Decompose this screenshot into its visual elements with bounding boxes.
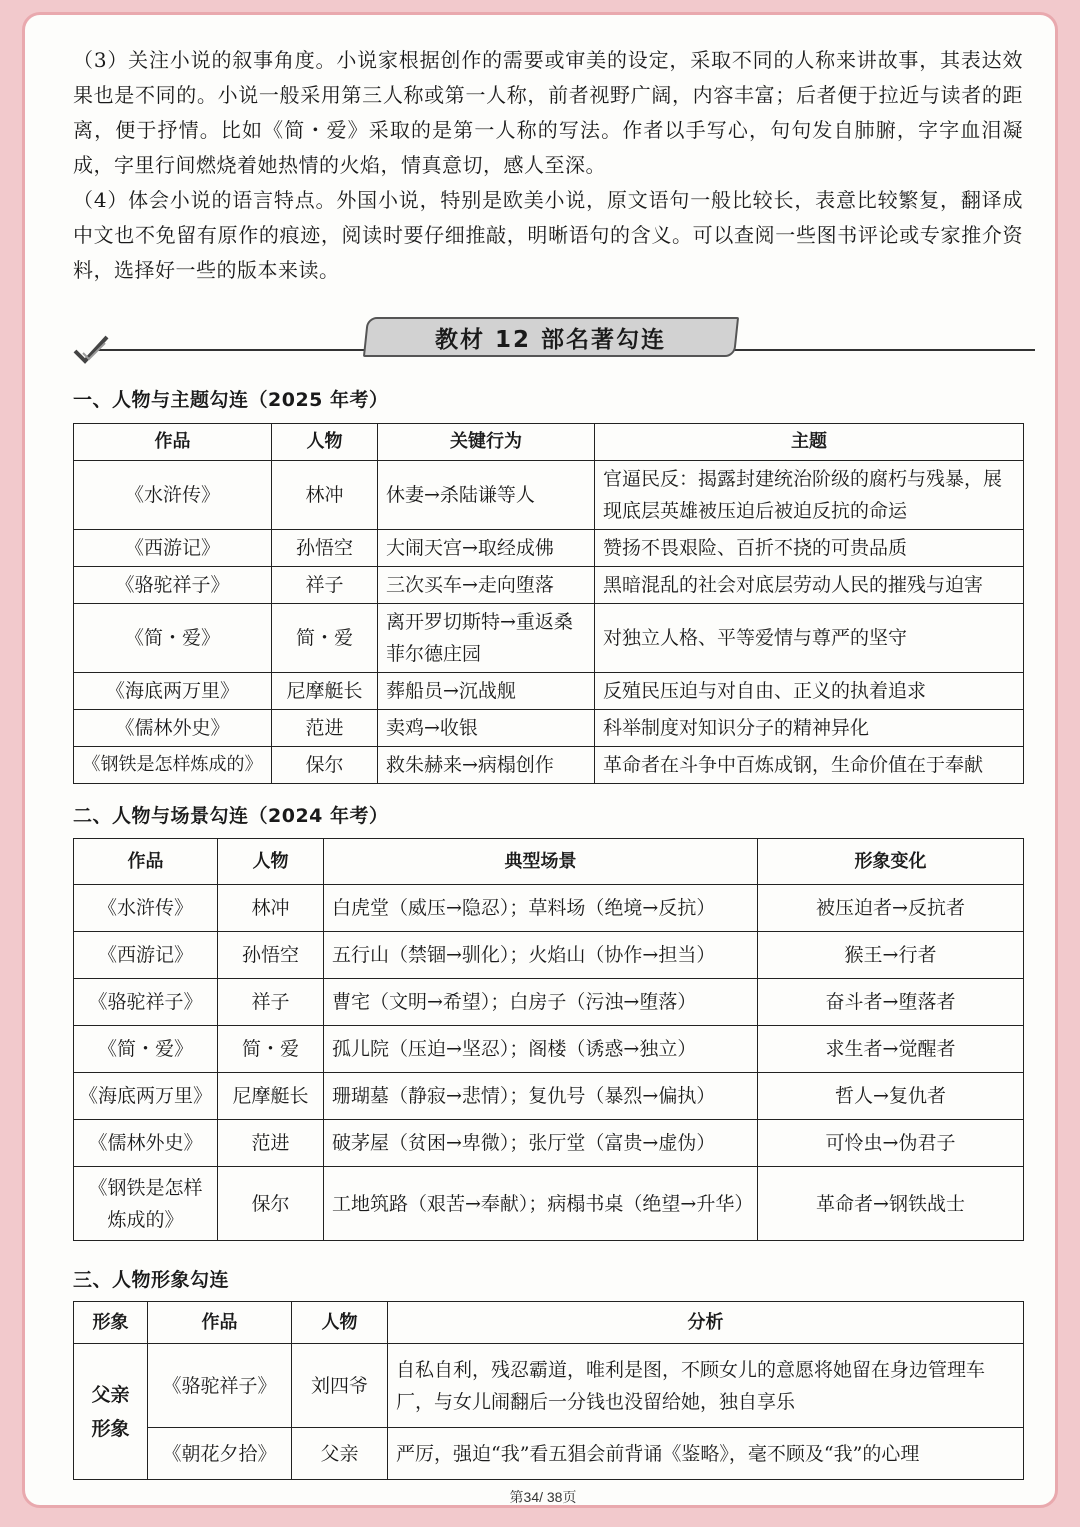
work-cell: 《海底两万里》 <box>74 1073 218 1120</box>
character-cell: 林冲 <box>218 885 324 932</box>
table-row <box>74 1167 1024 1241</box>
action-cell: 三次买车→走向堕落 <box>378 567 595 604</box>
scene-table <box>73 838 1024 1241</box>
theme-cell: 对独立人格、平等爱情与尊严的坚守 <box>595 604 1024 673</box>
scene-cell: 曹宅（文明→希望）；白房子（污浊→堕落） <box>324 979 758 1026</box>
table-row <box>74 932 1024 979</box>
theme-cell: 官逼民反：揭露封建统治阶级的腐朽与残暴，展现底层英雄被压迫后被迫反抗的命运 <box>595 461 1024 530</box>
change-cell: 猴王→行者 <box>758 932 1024 979</box>
change-cell: 哲人→复仇者 <box>758 1073 1024 1120</box>
table-header-row <box>74 424 1024 461</box>
character-cell: 简・爱 <box>272 604 378 673</box>
table-row <box>74 1428 1024 1480</box>
header-cell: 人物 <box>272 424 378 461</box>
image-group-cell: 父亲形象 <box>74 1344 148 1480</box>
table-row <box>74 530 1024 567</box>
character-cell: 保尔 <box>272 747 378 784</box>
work-cell: 《儒林外史》 <box>74 710 272 747</box>
table-row <box>74 747 1024 784</box>
theme-cell: 反殖民压迫与对自由、正义的执着追求 <box>595 673 1024 710</box>
table-header-row <box>74 839 1024 885</box>
theme-cell: 科举制度对知识分子的精神异化 <box>595 710 1024 747</box>
table-row <box>74 567 1024 604</box>
work-cell: 《儒林外史》 <box>74 1120 218 1167</box>
table-row <box>74 979 1024 1026</box>
analysis-cell: 自私自利，残忍霸道，唯利是图，不顾女儿的意愿将她留在身边管理车厂，与女儿闹翻后一分钱也没留给她，独自享乐 <box>388 1344 1024 1428</box>
section1-title: 一、人物与主题勾连（2025 年考） <box>73 389 389 411</box>
character-cell: 保尔 <box>218 1167 324 1241</box>
analysis-cell: 严厉，强迫“我”看五猖会前背诵《鉴略》，毫不顾及“我”的心理 <box>388 1428 1024 1480</box>
work-cell: 《简・爱》 <box>74 1026 218 1073</box>
section2-title: 二、人物与场景勾连（2024 年考） <box>73 805 389 827</box>
paragraph-language-features: （4）体会小说的语言特点。外国小说，特别是欧美小说，原文语句一般比较长，表意比较繁复，翻译成中文也不免留有原作的痕迹，阅读时要仔细推敲，明晰语句的含义。可以查阅一些图书评论或专家推介资料，选择好一些的版本来读。 <box>73 188 1023 282</box>
page-sheet <box>22 12 1058 1508</box>
header-cell: 人物 <box>292 1302 388 1344</box>
header-cell: 作品 <box>74 424 272 461</box>
table-row <box>74 1026 1024 1073</box>
character-cell: 范进 <box>272 710 378 747</box>
section-banner <box>363 317 739 357</box>
header-cell: 人物 <box>218 839 324 885</box>
table-row <box>74 1344 1024 1428</box>
change-cell: 可怜虫→伪君子 <box>758 1120 1024 1167</box>
scene-cell: 五行山（禁锢→驯化）；火焰山（协作→担当） <box>324 932 758 979</box>
scene-cell: 珊瑚墓（静寂→悲情）；复仇号（暴烈→偏执） <box>324 1073 758 1120</box>
action-cell: 救朱赫来→病榻创作 <box>378 747 595 784</box>
action-cell: 葬船员→沉战舰 <box>378 673 595 710</box>
scene-cell: 孤儿院（压迫→坚忍）；阁楼（诱惑→独立） <box>324 1026 758 1073</box>
theme-cell: 赞扬不畏艰险、百折不挠的可贵品质 <box>595 530 1024 567</box>
section3-title: 三、人物形象勾连 <box>73 1269 230 1291</box>
theme-cell: 黑暗混乱的社会对底层劳动人民的摧残与迫害 <box>595 567 1024 604</box>
character-cell: 刘四爷 <box>292 1344 388 1428</box>
character-cell: 范进 <box>218 1120 324 1167</box>
work-cell: 《西游记》 <box>74 932 218 979</box>
table-header-row <box>74 1302 1024 1344</box>
work-cell: 《海底两万里》 <box>74 673 272 710</box>
header-cell: 作品 <box>148 1302 292 1344</box>
scene-cell: 破茅屋（贫困→卑微）；张厅堂（富贵→虚伪） <box>324 1120 758 1167</box>
table-row <box>74 710 1024 747</box>
checkmark-icon <box>71 333 111 367</box>
character-cell: 简・爱 <box>218 1026 324 1073</box>
table-row <box>74 673 1024 710</box>
work-cell: 《简・爱》 <box>74 604 272 673</box>
paragraph-narrative-angle: （3）关注小说的叙事角度。小说家根据创作的需要或审美的设定，采取不同的人称来讲故事，其表达效果也是不同的。小说一般采用第三人称或第一人称，前者视野广阔，内容丰富；后者便于拉近与读者的距离，便于抒情。比如《简・爱》采取的是第一人称的写法。作者以手写心，句句发自肺腑，字字血泪凝成，字里行间燃烧着她热情的火焰，情真意切，感人至深。 <box>73 48 1023 177</box>
table-row <box>74 885 1024 932</box>
header-cell: 分析 <box>388 1302 1024 1344</box>
header-cell: 典型场景 <box>324 839 758 885</box>
table-row <box>74 1073 1024 1120</box>
table-row <box>74 1120 1024 1167</box>
image-table <box>73 1301 1024 1480</box>
scene-cell: 工地筑路（艰苦→奉献）；病榻书桌（绝望→升华） <box>324 1167 758 1241</box>
action-cell: 卖鸡→收银 <box>378 710 595 747</box>
change-cell: 被压迫者→反抗者 <box>758 885 1024 932</box>
work-cell: 《水浒传》 <box>74 461 272 530</box>
character-cell: 祥子 <box>272 567 378 604</box>
character-cell: 尼摩艇长 <box>272 673 378 710</box>
work-cell: 《西游记》 <box>74 530 272 567</box>
work-cell: 《钢铁是怎样炼成的》 <box>74 1167 218 1241</box>
action-cell: 休妻→杀陆谦等人 <box>378 461 595 530</box>
work-cell: 《骆驼祥子》 <box>148 1344 292 1428</box>
table-row <box>74 461 1024 530</box>
theme-table <box>73 423 1024 784</box>
change-cell: 求生者→觉醒者 <box>758 1026 1024 1073</box>
header-cell: 关键行为 <box>378 424 595 461</box>
change-cell: 革命者→钢铁战士 <box>758 1167 1024 1241</box>
header-cell: 形象 <box>74 1302 148 1344</box>
banner-title: 教材 12 部名著勾连 <box>435 326 667 353</box>
character-cell: 尼摩艇长 <box>218 1073 324 1120</box>
change-cell: 奋斗者→堕落者 <box>758 979 1024 1026</box>
header-cell: 作品 <box>74 839 218 885</box>
scene-cell: 白虎堂（威压→隐忍）；草料场（绝境→反抗） <box>324 885 758 932</box>
page-number: 第34/ 38页 <box>509 1489 577 1505</box>
character-cell: 孙悟空 <box>272 530 378 567</box>
work-cell: 《水浒传》 <box>74 885 218 932</box>
character-cell: 祥子 <box>218 979 324 1026</box>
theme-cell: 革命者在斗争中百炼成钢，生命价值在于奉献 <box>595 747 1024 784</box>
work-cell: 《骆驼祥子》 <box>74 979 218 1026</box>
action-cell: 大闹天宫→取经成佛 <box>378 530 595 567</box>
header-cell: 形象变化 <box>758 839 1024 885</box>
work-cell: 《钢铁是怎样炼成的》 <box>74 747 272 784</box>
character-cell: 父亲 <box>292 1428 388 1480</box>
header-cell: 主题 <box>595 424 1024 461</box>
action-cell: 离开罗切斯特→重返桑菲尔德庄园 <box>378 604 595 673</box>
work-cell: 《朝花夕拾》 <box>148 1428 292 1480</box>
table-row <box>74 604 1024 673</box>
work-cell: 《骆驼祥子》 <box>74 567 272 604</box>
character-cell: 孙悟空 <box>218 932 324 979</box>
character-cell: 林冲 <box>272 461 378 530</box>
